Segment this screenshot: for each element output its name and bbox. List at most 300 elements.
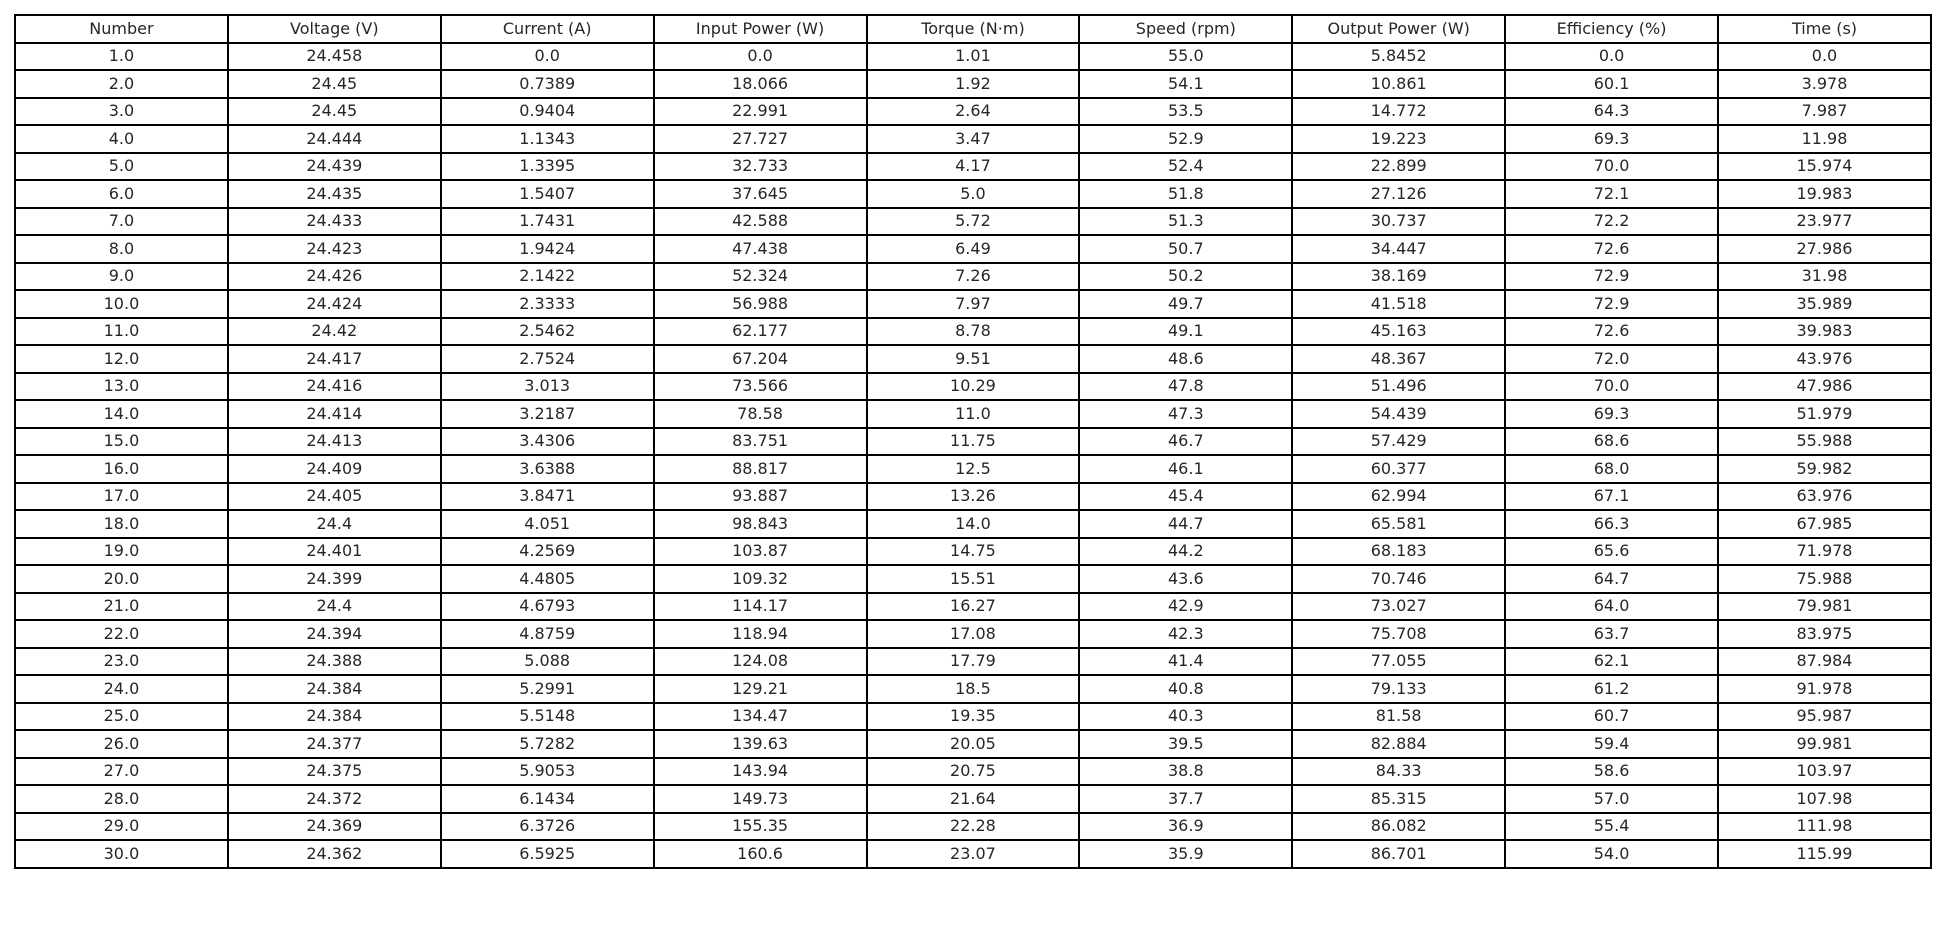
column-header: Torque (N·m) (867, 15, 1080, 43)
table-row (15, 648, 1931, 676)
table-cell: 79.981 (1718, 593, 1931, 621)
table-row (15, 730, 1931, 758)
table-cell: 53.5 (1079, 98, 1292, 126)
table-cell: 1.92 (867, 70, 1080, 98)
table-cell: 10.861 (1292, 70, 1505, 98)
column-header: Time (s) (1718, 15, 1931, 43)
table-cell: 68.183 (1292, 538, 1505, 566)
table-cell: 155.35 (654, 813, 867, 841)
table-cell: 91.978 (1718, 675, 1931, 703)
table-cell: 6.1434 (441, 785, 654, 813)
table-cell: 35.9 (1079, 840, 1292, 868)
table-cell: 21.64 (867, 785, 1080, 813)
table-cell: 3.2187 (441, 400, 654, 428)
table-cell: 43.6 (1079, 565, 1292, 593)
table-cell: 24.388 (228, 648, 441, 676)
table-cell: 5.72 (867, 208, 1080, 236)
table-cell: 51.496 (1292, 373, 1505, 401)
table-cell: 5.0 (15, 153, 228, 181)
table-cell: 40.3 (1079, 703, 1292, 731)
table-cell: 17.0 (15, 483, 228, 511)
table-cell: 10.0 (15, 290, 228, 318)
table-cell: 50.2 (1079, 263, 1292, 291)
table-cell: 17.08 (867, 620, 1080, 648)
table-cell: 37.645 (654, 180, 867, 208)
table-cell: 23.07 (867, 840, 1080, 868)
table-cell: 1.01 (867, 43, 1080, 71)
table-cell: 69.3 (1505, 125, 1718, 153)
table-cell: 118.94 (654, 620, 867, 648)
table-cell: 4.17 (867, 153, 1080, 181)
table-cell: 24.444 (228, 125, 441, 153)
table-cell: 3.47 (867, 125, 1080, 153)
table-cell: 1.3395 (441, 153, 654, 181)
table-cell: 40.8 (1079, 675, 1292, 703)
table-cell: 2.1422 (441, 263, 654, 291)
column-header: Number (15, 15, 228, 43)
table-cell: 24.4 (228, 510, 441, 538)
table-cell: 46.1 (1079, 455, 1292, 483)
table-cell: 20.0 (15, 565, 228, 593)
table-row (15, 70, 1931, 98)
table-cell: 19.983 (1718, 180, 1931, 208)
table-cell: 24.375 (228, 758, 441, 786)
table-cell: 8.0 (15, 235, 228, 263)
table-cell: 51.8 (1079, 180, 1292, 208)
table-cell: 86.082 (1292, 813, 1505, 841)
table-cell: 1.7431 (441, 208, 654, 236)
table-cell: 35.989 (1718, 290, 1931, 318)
table-cell: 77.055 (1292, 648, 1505, 676)
table-row (15, 400, 1931, 428)
table-cell: 70.0 (1505, 373, 1718, 401)
table-row (15, 483, 1931, 511)
column-header: Voltage (V) (228, 15, 441, 43)
table-row (15, 510, 1931, 538)
table-cell: 18.066 (654, 70, 867, 98)
table-cell: 32.733 (654, 153, 867, 181)
table-cell: 0.9404 (441, 98, 654, 126)
data-table (14, 14, 1932, 869)
table-cell: 49.7 (1079, 290, 1292, 318)
table-row (15, 98, 1931, 126)
table-cell: 45.163 (1292, 318, 1505, 346)
table-cell: 24.372 (228, 785, 441, 813)
table-cell: 22.899 (1292, 153, 1505, 181)
table-cell: 15.0 (15, 428, 228, 456)
table-cell: 69.3 (1505, 400, 1718, 428)
table-cell: 49.1 (1079, 318, 1292, 346)
table-cell: 4.0 (15, 125, 228, 153)
table-cell: 1.9424 (441, 235, 654, 263)
table-cell: 48.6 (1079, 345, 1292, 373)
table-cell: 83.751 (654, 428, 867, 456)
table-cell: 24.4 (228, 593, 441, 621)
table-cell: 24.458 (228, 43, 441, 71)
table-cell: 24.424 (228, 290, 441, 318)
table-cell: 12.0 (15, 345, 228, 373)
table-cell: 2.5462 (441, 318, 654, 346)
table-cell: 85.315 (1292, 785, 1505, 813)
table-cell: 47.986 (1718, 373, 1931, 401)
table-cell: 43.976 (1718, 345, 1931, 373)
table-cell: 87.984 (1718, 648, 1931, 676)
table-cell: 4.051 (441, 510, 654, 538)
table-cell: 24.401 (228, 538, 441, 566)
table-row (15, 208, 1931, 236)
table-cell: 124.08 (654, 648, 867, 676)
table-cell: 37.7 (1079, 785, 1292, 813)
table-cell: 24.42 (228, 318, 441, 346)
table-cell: 24.45 (228, 70, 441, 98)
table-cell: 79.133 (1292, 675, 1505, 703)
table-cell: 6.0 (15, 180, 228, 208)
table-cell: 27.0 (15, 758, 228, 786)
table-cell: 24.417 (228, 345, 441, 373)
table-cell: 66.3 (1505, 510, 1718, 538)
table-cell: 24.394 (228, 620, 441, 648)
table-cell: 5.9053 (441, 758, 654, 786)
table-cell: 38.169 (1292, 263, 1505, 291)
table-cell: 26.0 (15, 730, 228, 758)
table-cell: 1.0 (15, 43, 228, 71)
table-cell: 134.47 (654, 703, 867, 731)
table-cell: 81.58 (1292, 703, 1505, 731)
table-cell: 13.26 (867, 483, 1080, 511)
table-cell: 68.0 (1505, 455, 1718, 483)
table-cell: 3.6388 (441, 455, 654, 483)
table-cell: 7.26 (867, 263, 1080, 291)
table-row (15, 455, 1931, 483)
table-cell: 36.9 (1079, 813, 1292, 841)
table-cell: 86.701 (1292, 840, 1505, 868)
table-row (15, 263, 1931, 291)
table-cell: 60.7 (1505, 703, 1718, 731)
column-header: Speed (rpm) (1079, 15, 1292, 43)
table-cell: 0.0 (441, 43, 654, 71)
table-cell: 11.98 (1718, 125, 1931, 153)
table-cell: 52.4 (1079, 153, 1292, 181)
table-cell: 93.887 (654, 483, 867, 511)
table-cell: 55.988 (1718, 428, 1931, 456)
table-cell: 24.439 (228, 153, 441, 181)
table-cell: 4.6793 (441, 593, 654, 621)
table-cell: 64.3 (1505, 98, 1718, 126)
table-cell: 83.975 (1718, 620, 1931, 648)
table-cell: 11.75 (867, 428, 1080, 456)
table-cell: 64.7 (1505, 565, 1718, 593)
table-cell: 29.0 (15, 813, 228, 841)
table-cell: 31.98 (1718, 263, 1931, 291)
table-cell: 57.429 (1292, 428, 1505, 456)
table-cell: 3.978 (1718, 70, 1931, 98)
table-cell: 24.413 (228, 428, 441, 456)
table-cell: 41.4 (1079, 648, 1292, 676)
table-cell: 54.1 (1079, 70, 1292, 98)
table-cell: 63.7 (1505, 620, 1718, 648)
table-cell: 39.5 (1079, 730, 1292, 758)
table-cell: 0.0 (654, 43, 867, 71)
table-cell: 139.63 (654, 730, 867, 758)
table-cell: 0.7389 (441, 70, 654, 98)
table-cell: 62.177 (654, 318, 867, 346)
table-cell: 51.979 (1718, 400, 1931, 428)
table-cell: 7.97 (867, 290, 1080, 318)
table-cell: 114.17 (654, 593, 867, 621)
table-cell: 21.0 (15, 593, 228, 621)
table-cell: 143.94 (654, 758, 867, 786)
table-cell: 55.0 (1079, 43, 1292, 71)
table-cell: 22.28 (867, 813, 1080, 841)
table-cell: 17.79 (867, 648, 1080, 676)
table-cell: 24.377 (228, 730, 441, 758)
table-cell: 11.0 (867, 400, 1080, 428)
table-cell: 99.981 (1718, 730, 1931, 758)
table-body (15, 43, 1931, 868)
table-cell: 19.223 (1292, 125, 1505, 153)
table-cell: 103.87 (654, 538, 867, 566)
table-cell: 5.2991 (441, 675, 654, 703)
table-cell: 103.97 (1718, 758, 1931, 786)
table-row (15, 43, 1931, 71)
table-cell: 95.987 (1718, 703, 1931, 731)
table-cell: 0.0 (1505, 43, 1718, 71)
table-cell: 8.78 (867, 318, 1080, 346)
table-cell: 70.746 (1292, 565, 1505, 593)
table-cell: 109.32 (654, 565, 867, 593)
table-cell: 38.8 (1079, 758, 1292, 786)
table-row (15, 345, 1931, 373)
table-cell: 47.3 (1079, 400, 1292, 428)
table-cell: 67.1 (1505, 483, 1718, 511)
table-cell: 160.6 (654, 840, 867, 868)
table-cell: 59.4 (1505, 730, 1718, 758)
table-cell: 10.29 (867, 373, 1080, 401)
table-cell: 72.1 (1505, 180, 1718, 208)
table-row (15, 785, 1931, 813)
table-cell: 39.983 (1718, 318, 1931, 346)
table-cell: 24.433 (228, 208, 441, 236)
table-cell: 82.884 (1292, 730, 1505, 758)
table-cell: 24.405 (228, 483, 441, 511)
table-cell: 15.51 (867, 565, 1080, 593)
table-row (15, 675, 1931, 703)
table-cell: 84.33 (1292, 758, 1505, 786)
table-cell: 46.7 (1079, 428, 1292, 456)
table-cell: 47.438 (654, 235, 867, 263)
table-cell: 4.2569 (441, 538, 654, 566)
table-cell: 27.126 (1292, 180, 1505, 208)
table-cell: 55.4 (1505, 813, 1718, 841)
table-cell: 73.027 (1292, 593, 1505, 621)
table-cell: 2.0 (15, 70, 228, 98)
table-cell: 16.27 (867, 593, 1080, 621)
table-cell: 19.0 (15, 538, 228, 566)
table-cell: 107.98 (1718, 785, 1931, 813)
table-cell: 2.3333 (441, 290, 654, 318)
table-cell: 5.8452 (1292, 43, 1505, 71)
column-header: Output Power (W) (1292, 15, 1505, 43)
table-cell: 111.98 (1718, 813, 1931, 841)
table-cell: 115.99 (1718, 840, 1931, 868)
table-cell: 65.6 (1505, 538, 1718, 566)
table-cell: 5.088 (441, 648, 654, 676)
table-cell: 30.0 (15, 840, 228, 868)
table-row (15, 153, 1931, 181)
table-row (15, 565, 1931, 593)
table-cell: 14.0 (867, 510, 1080, 538)
table-cell: 42.3 (1079, 620, 1292, 648)
table-cell: 45.4 (1079, 483, 1292, 511)
table-cell: 24.409 (228, 455, 441, 483)
table-cell: 52.9 (1079, 125, 1292, 153)
table-cell: 24.384 (228, 703, 441, 731)
table-cell: 68.6 (1505, 428, 1718, 456)
table-cell: 25.0 (15, 703, 228, 731)
table-cell: 27.986 (1718, 235, 1931, 263)
table-cell: 24.399 (228, 565, 441, 593)
table-cell: 72.2 (1505, 208, 1718, 236)
table-cell: 98.843 (654, 510, 867, 538)
table-cell: 12.5 (867, 455, 1080, 483)
table-cell: 75.988 (1718, 565, 1931, 593)
table-cell: 67.204 (654, 345, 867, 373)
table-cell: 24.369 (228, 813, 441, 841)
table-cell: 14.0 (15, 400, 228, 428)
table-cell: 22.991 (654, 98, 867, 126)
table-row (15, 703, 1931, 731)
table-cell: 5.7282 (441, 730, 654, 758)
table-row (15, 813, 1931, 841)
table-cell: 24.416 (228, 373, 441, 401)
table-cell: 15.974 (1718, 153, 1931, 181)
table-cell: 9.51 (867, 345, 1080, 373)
table-cell: 20.05 (867, 730, 1080, 758)
table-cell: 71.978 (1718, 538, 1931, 566)
table-cell: 149.73 (654, 785, 867, 813)
table-cell: 56.988 (654, 290, 867, 318)
table-cell: 7.987 (1718, 98, 1931, 126)
table-cell: 24.45 (228, 98, 441, 126)
table-cell: 19.35 (867, 703, 1080, 731)
table-cell: 58.6 (1505, 758, 1718, 786)
table-row (15, 318, 1931, 346)
table-header (15, 15, 1931, 43)
table-cell: 44.7 (1079, 510, 1292, 538)
table-cell: 88.817 (654, 455, 867, 483)
table-cell: 60.377 (1292, 455, 1505, 483)
table-cell: 18.5 (867, 675, 1080, 703)
table-row (15, 593, 1931, 621)
table-cell: 70.0 (1505, 153, 1718, 181)
table-cell: 14.772 (1292, 98, 1505, 126)
table-cell: 24.0 (15, 675, 228, 703)
table-cell: 59.982 (1718, 455, 1931, 483)
table-cell: 73.566 (654, 373, 867, 401)
table-cell: 6.5925 (441, 840, 654, 868)
table-cell: 5.5148 (441, 703, 654, 731)
table-cell: 44.2 (1079, 538, 1292, 566)
table-cell: 24.426 (228, 263, 441, 291)
table-cell: 48.367 (1292, 345, 1505, 373)
table-cell: 9.0 (15, 263, 228, 291)
table-cell: 4.8759 (441, 620, 654, 648)
table-row (15, 620, 1931, 648)
table-cell: 22.0 (15, 620, 228, 648)
column-header: Efficiency (%) (1505, 15, 1718, 43)
table-cell: 16.0 (15, 455, 228, 483)
table-cell: 28.0 (15, 785, 228, 813)
table-row (15, 428, 1931, 456)
table-row (15, 290, 1931, 318)
table-row (15, 180, 1931, 208)
table-cell: 1.5407 (441, 180, 654, 208)
table-cell: 63.976 (1718, 483, 1931, 511)
table-cell: 51.3 (1079, 208, 1292, 236)
table-cell: 61.2 (1505, 675, 1718, 703)
table-cell: 3.0 (15, 98, 228, 126)
table-cell: 24.384 (228, 675, 441, 703)
table-cell: 34.447 (1292, 235, 1505, 263)
table-cell: 52.324 (654, 263, 867, 291)
table-row (15, 538, 1931, 566)
table-cell: 42.9 (1079, 593, 1292, 621)
column-header: Current (A) (441, 15, 654, 43)
table-cell: 20.75 (867, 758, 1080, 786)
table-cell: 14.75 (867, 538, 1080, 566)
table-cell: 2.64 (867, 98, 1080, 126)
table-cell: 72.6 (1505, 318, 1718, 346)
table-cell: 5.0 (867, 180, 1080, 208)
table-cell: 60.1 (1505, 70, 1718, 98)
table-cell: 11.0 (15, 318, 228, 346)
table-cell: 24.435 (228, 180, 441, 208)
table-cell: 42.588 (654, 208, 867, 236)
table-cell: 2.7524 (441, 345, 654, 373)
table-cell: 54.0 (1505, 840, 1718, 868)
table-cell: 18.0 (15, 510, 228, 538)
table-cell: 64.0 (1505, 593, 1718, 621)
table-cell: 72.9 (1505, 263, 1718, 291)
table-cell: 50.7 (1079, 235, 1292, 263)
table-cell: 57.0 (1505, 785, 1718, 813)
table-cell: 24.362 (228, 840, 441, 868)
table-cell: 41.518 (1292, 290, 1505, 318)
table-cell: 67.985 (1718, 510, 1931, 538)
table-cell: 62.1 (1505, 648, 1718, 676)
table-cell: 54.439 (1292, 400, 1505, 428)
table-cell: 30.737 (1292, 208, 1505, 236)
column-header: Input Power (W) (654, 15, 867, 43)
table-cell: 65.581 (1292, 510, 1505, 538)
table-cell: 3.013 (441, 373, 654, 401)
table-cell: 129.21 (654, 675, 867, 703)
table-cell: 1.1343 (441, 125, 654, 153)
table-cell: 6.49 (867, 235, 1080, 263)
table-cell: 62.994 (1292, 483, 1505, 511)
table-cell: 23.0 (15, 648, 228, 676)
table-cell: 72.0 (1505, 345, 1718, 373)
table-row (15, 235, 1931, 263)
table-cell: 3.4306 (441, 428, 654, 456)
table-cell: 24.414 (228, 400, 441, 428)
table-row (15, 758, 1931, 786)
table-cell: 4.4805 (441, 565, 654, 593)
table-cell: 78.58 (654, 400, 867, 428)
table-cell: 6.3726 (441, 813, 654, 841)
table-cell: 27.727 (654, 125, 867, 153)
table-cell: 72.9 (1505, 290, 1718, 318)
